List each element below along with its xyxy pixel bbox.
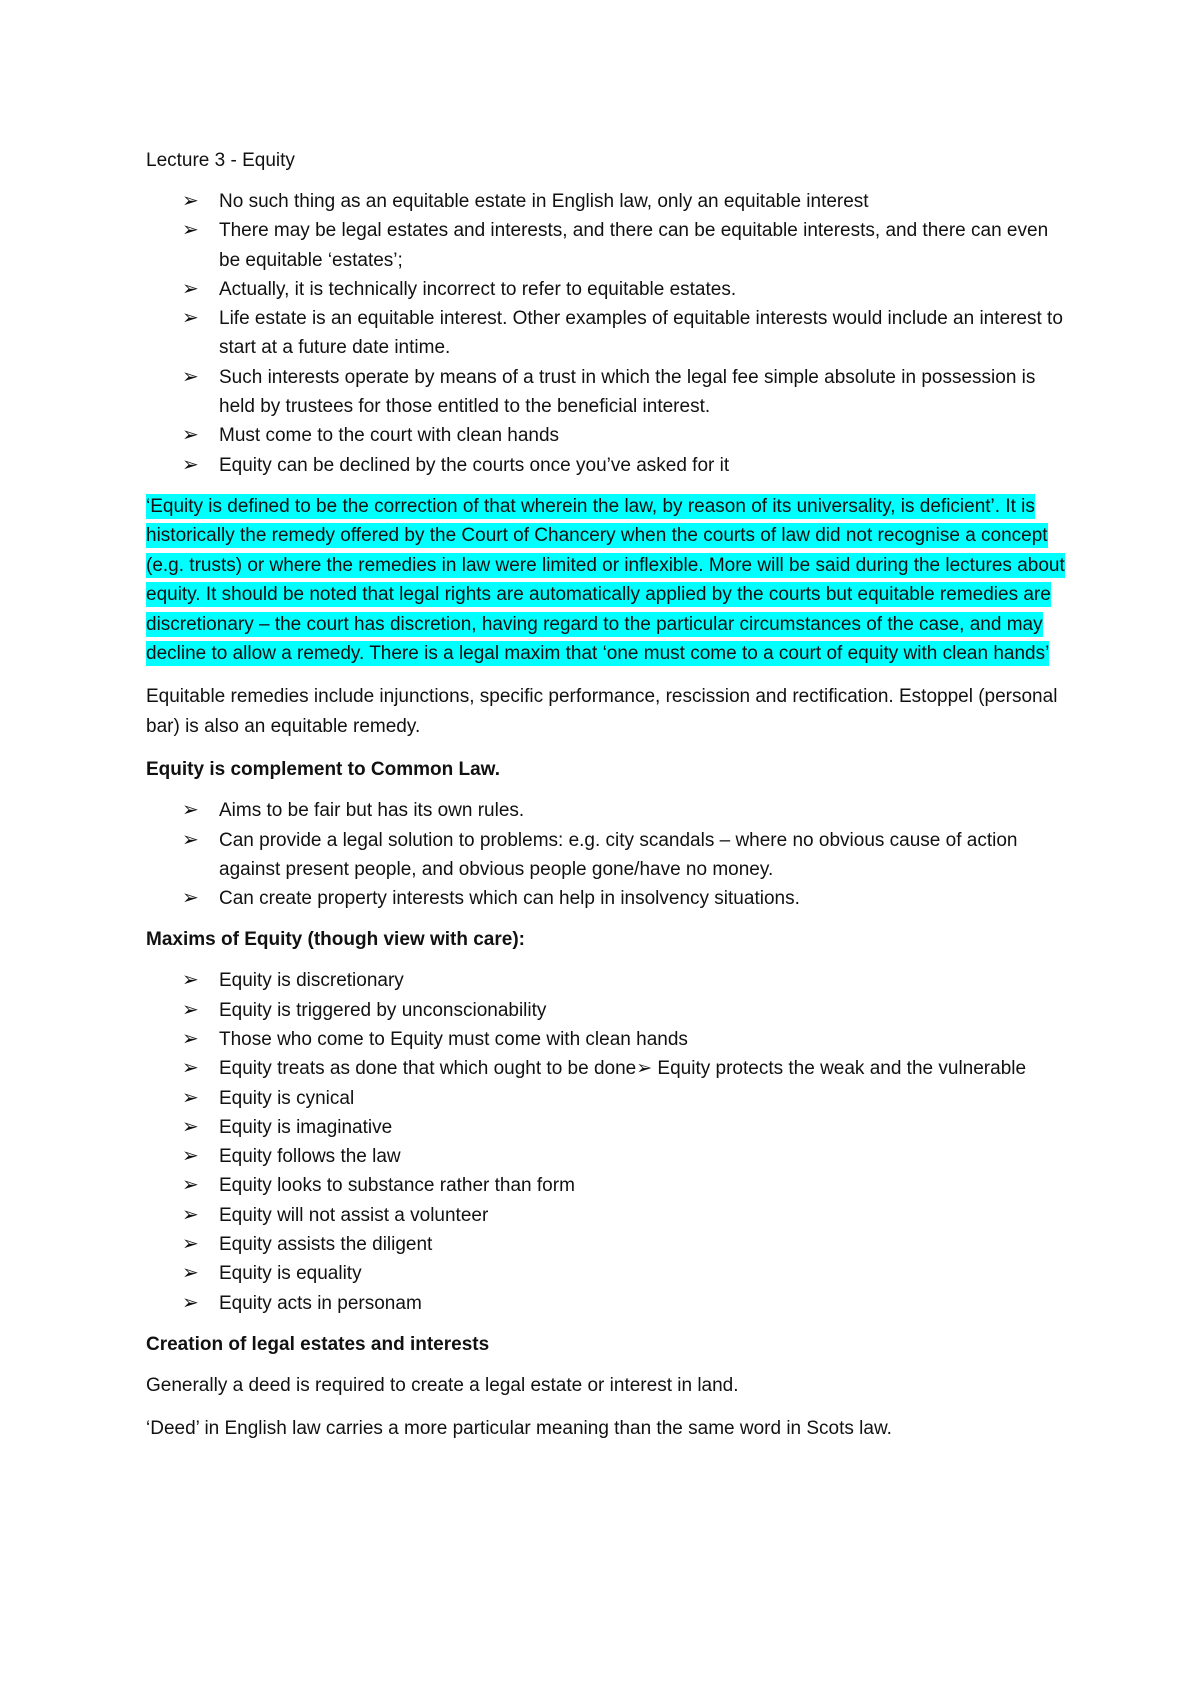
list-item: ➢ Actually, it is technically incorrect to refer to equitable estates. xyxy=(146,275,1066,304)
list-item: ➢ Aims to be fair but has its own rules. xyxy=(146,796,1066,825)
list-item: ➢ Can provide a legal solution to problems: e.g. city scandals – where no obvious cause of action against present people, and obvious people gone/have no money. xyxy=(146,826,1066,885)
arrow-bullet-icon: ➢ xyxy=(182,1145,199,1168)
arrow-bullet-icon: ➢ xyxy=(182,1233,199,1256)
highlighted-definition-paragraph xyxy=(146,492,1066,668)
arrow-bullet-icon: ➢ xyxy=(182,1203,199,1226)
list-item: ➢ There may be legal estates and interests, and there can be equitable interests, and there can even be equitable ‘estates’; xyxy=(146,216,1066,275)
list-item: ➢ Equity is triggered by unconscionability xyxy=(146,996,1066,1025)
deed-paragraph: ‘Deed’ in English law carries a more particular meaning than the same word in Scots law. xyxy=(146,1418,892,1440)
list-item: ➢ Can create property interests which can help in insolvency situations. xyxy=(146,884,1066,913)
arrow-bullet-icon: ➢ xyxy=(182,799,199,822)
list-item: ➢ Equity is discretionary xyxy=(146,966,1066,995)
list-item: ➢ Must come to the court with clean hands xyxy=(146,421,1066,450)
list-item: ➢ Equity follows the law xyxy=(146,1142,1066,1171)
list-item: ➢ Equity can be declined by the courts once you’ve asked for it xyxy=(146,451,1066,480)
creation-heading: Creation of legal estates and interests xyxy=(146,1333,490,1355)
complement-list xyxy=(146,796,1066,913)
arrow-bullet-icon: ➢ xyxy=(182,219,199,242)
list-item: ➢ Equity will not assist a volunteer xyxy=(146,1201,1066,1230)
list-item: ➢ Such interests operate by means of a trust in which the legal fee simple absolute in possession is held by trustees for those entitled to the beneficial interest. xyxy=(146,363,1066,422)
arrow-bullet-icon: ➢ xyxy=(182,1028,199,1050)
list-item: ➢ Equity looks to substance rather than form xyxy=(146,1171,1066,1200)
arrow-bullet-icon: ➢ xyxy=(182,307,199,330)
document-page xyxy=(146,146,1066,1458)
list-item: ➢ Equity is cynical xyxy=(146,1084,1066,1113)
arrow-bullet-icon: ➢ xyxy=(182,424,199,447)
list-item: ➢ Equity treats as done that which ought to be done➢ Equity protects the weak and the vulnerable xyxy=(146,1054,1066,1083)
list-item: ➢ No such thing as an equitable estate in English law, only an equitable interest xyxy=(146,187,1066,216)
complement-heading: Equity is complement to Common Law. xyxy=(146,759,500,781)
highlighted-text: ‘Equity is defined to be the correction of that wherein the law, by reason of its universality, is deficient’. It is historically the remedy offered by the Court of Chancery when the courts of law did not recognise a concept (e.g. trusts) or where the remedies in law were limited or inflexible. More will be said during the lectures about equity. It should be noted that legal rights are automatically applied by the courts but equitable remedies are discretionary – the court has discretion, having regard to the particular circumstances of the case, and may decline to allow a remedy. There is a legal maxim that ‘one must come to a court of equity with clean hands’ xyxy=(146,495,1065,664)
arrow-bullet-icon: ➢ xyxy=(182,1291,199,1314)
arrow-bullet-icon: ➢ xyxy=(182,1057,199,1080)
intro-list xyxy=(146,187,1066,480)
arrow-bullet-icon: ➢ xyxy=(182,1174,199,1197)
maxims-list xyxy=(146,966,1066,1318)
arrow-bullet-icon: ➢ xyxy=(182,453,199,476)
arrow-bullet-icon: ➢ xyxy=(182,1115,199,1138)
document-title: Lecture 3 - Equity xyxy=(146,150,295,171)
arrow-bullet-icon: ➢ xyxy=(182,1262,199,1285)
arrow-bullet-icon: ➢ xyxy=(182,365,199,388)
maxims-heading: Maxims of Equity (though view with care): xyxy=(146,929,525,951)
arrow-bullet-icon: ➢ xyxy=(182,828,199,851)
list-item: ➢ Equity is imaginative xyxy=(146,1113,1066,1142)
list-item: ➢ Equity assists the diligent xyxy=(146,1230,1066,1259)
arrow-bullet-icon: ➢ xyxy=(182,190,199,212)
arrow-bullet-icon: ➢ xyxy=(182,1086,199,1109)
arrow-bullet-icon: ➢ xyxy=(182,277,199,300)
arrow-bullet-icon: ➢ xyxy=(182,887,199,910)
creation-paragraph: Generally a deed is required to create a legal estate or interest in land. xyxy=(146,1374,739,1396)
remedies-paragraph: Equitable remedies include injunctions, specific performance, rescission and rectification. Estoppel (personal bar) is also an equitable remedy. xyxy=(146,686,1058,737)
list-item: ➢ Equity acts in personam xyxy=(146,1289,1066,1318)
list-item: ➢ Life estate is an equitable interest. Other examples of equitable interests would include an interest to start at a future date intime. xyxy=(146,304,1066,363)
arrow-bullet-icon: ➢ xyxy=(182,998,199,1021)
list-item: ➢ Equity is equality xyxy=(146,1259,1066,1288)
list-item: ➢ Those who come to Equity must come with clean hands xyxy=(146,1025,1066,1054)
arrow-bullet-icon: ➢ xyxy=(182,969,199,992)
